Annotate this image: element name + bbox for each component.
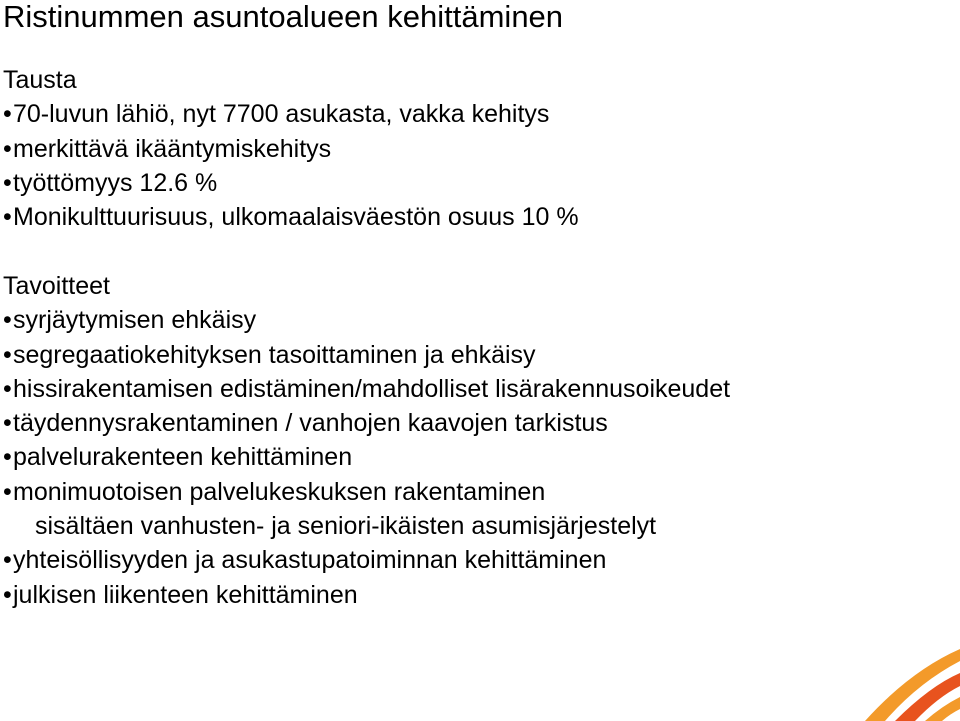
list-item: • Monikulttuurisuus, ulkomaalaisväestön osuus 10 % bbox=[3, 200, 579, 234]
list-item: • 70-luvun lähiö, nyt 7700 asukasta, vakka kehitys bbox=[3, 97, 579, 131]
list-item: • palvelurakenteen kehittäminen bbox=[3, 440, 730, 474]
list-item: • merkittävä ikääntymiskehitys bbox=[3, 132, 579, 166]
list-item: • segregaatiokehityksen tasoittaminen ja ehkäisy bbox=[3, 338, 730, 372]
list-item: • työttömyys 12.6 % bbox=[3, 166, 579, 200]
section-goals bbox=[3, 269, 730, 612]
slide-title: Ristinummen asuntoalueen kehittäminen bbox=[3, 0, 564, 34]
list-item: • monimuotoisen palvelukeskuksen rakentaminen bbox=[3, 475, 730, 509]
list-item-continuation: sisältäen vanhusten- ja seniori-ikäisten asumisjärjestelyt bbox=[35, 512, 657, 541]
section-heading: Tausta bbox=[3, 66, 77, 94]
stripes-logo-icon bbox=[770, 631, 960, 721]
list-item: • hissirakentamisen edistäminen/mahdolliset lisärakennusoikeudet bbox=[3, 372, 730, 406]
list-item: • syrjäytymisen ehkäisy bbox=[3, 303, 730, 337]
list-item: • julkisen liikenteen kehittäminen bbox=[3, 578, 730, 612]
list-item: • täydennysrakentaminen / vanhojen kaavojen tarkistus bbox=[3, 406, 730, 440]
list-item: • yhteisöllisyyden ja asukastupatoiminnan kehittäminen bbox=[3, 543, 730, 577]
section-background bbox=[3, 63, 579, 234]
section-heading: Tavoitteet bbox=[3, 272, 111, 300]
